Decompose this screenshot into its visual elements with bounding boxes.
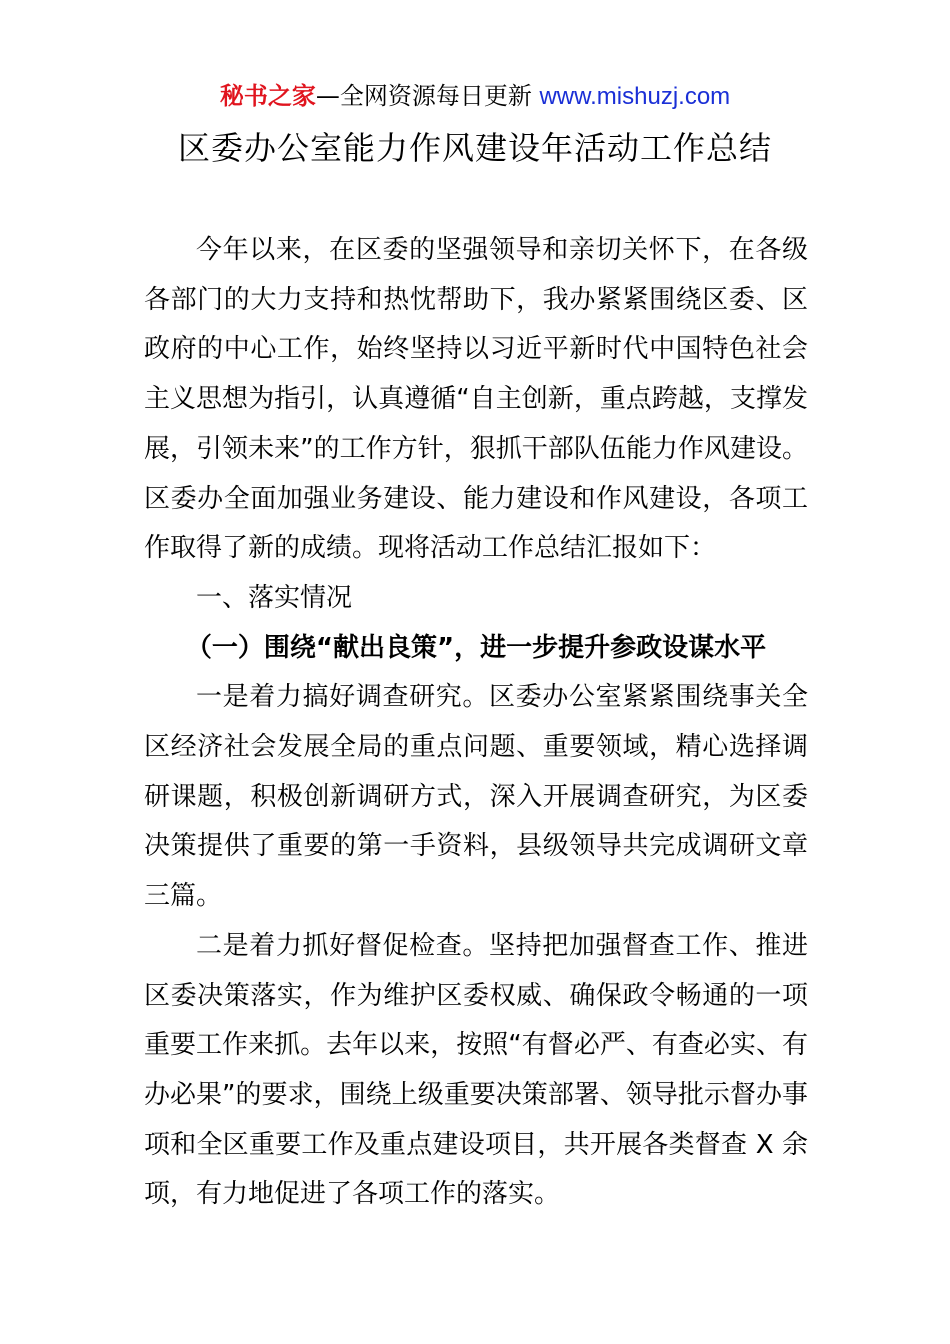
intro-paragraph: 今年以来，在区委的坚强领导和亲切关怀下，在各级各部门的大力支持和热忱帮助下，我办紧紧围绕区委、区政府的中心工作，始终坚持以习近平新时代中国特色社会主义思想为指引，认真遵循“自主创新，重点跨越，支撑发展，引领未来”的工作方针，狠抓干部队伍能力作风建设。区委办全面加强业务建设、能力建设和作风建设，各项工作取得了新的成绩。现将活动工作总结汇报如下： — [144, 235, 808, 564]
subsection-heading-advice: （一）围绕“献出良策”，进一步提升参政设谋水平 — [185, 632, 767, 663]
supervision-paragraph: 二是着力抓好督促检查。坚持把加强督查工作、推进区委决策落实，作为维护区委权威、确保政令畅通的一项重要工作来抓。去年以来，按照“有督必严、有查必实、有办必果”的要求，围绕上级重要决策部署、领导批示督办事项和全区重要工作及重点建设项目，共开展各类督查 X 余项，有力地促进了各项工作的落实。 — [144, 930, 808, 1210]
site-tagline: —全网资源每日更新 — [315, 82, 540, 110]
research-paragraph: 一是着力搞好调查研究。区委办公室紧紧围绕事关全区经济社会发展全局的重点问题、重要领域，精心选择调研课题，积极创新调研方式，深入开展调查研究，为区委决策提供了重要的第一手资料，县级领导共完成调研文章三篇。 — [144, 682, 808, 912]
brand-name: 秘书之家 — [219, 82, 316, 110]
site-header — [0, 80, 950, 113]
site-url-link[interactable]: www.mishuzj.com — [539, 83, 731, 110]
document-body — [144, 226, 808, 1220]
document-title: 区委办公室能力作风建设年活动工作总结 — [177, 129, 772, 167]
section-heading-implementation: 一、落实情况 — [196, 582, 353, 613]
